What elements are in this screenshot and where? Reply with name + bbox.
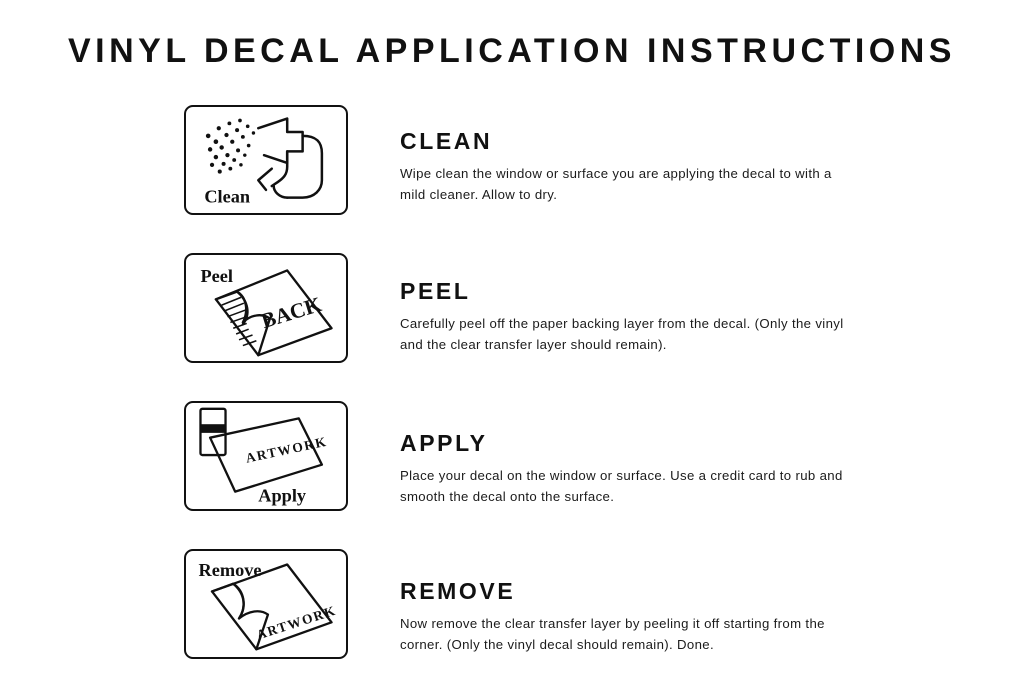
- step-text-clean: [400, 129, 870, 205]
- remove-transfer-layer-icon: [184, 549, 348, 659]
- step-text-apply: [400, 431, 870, 507]
- step-text-remove: [400, 579, 870, 655]
- step-heading: APPLY: [400, 430, 488, 456]
- step-body: Now remove the clear transfer layer by peeling it off starting from the corner. (Only the vinyl decal should remain). Done.: [400, 616, 825, 652]
- icon-label-artwork: ARTWORK: [244, 433, 329, 466]
- step-heading: CLEAN: [400, 128, 493, 154]
- credit-card-squeegee-icon: [184, 401, 348, 511]
- peel-backing-icon: [184, 253, 348, 363]
- step-apply: [0, 401, 1024, 529]
- icon-label-artwork: ARTWORK: [254, 602, 339, 643]
- spray-bottle-icon: [184, 105, 348, 215]
- icon-label-clean: Clean: [204, 186, 251, 207]
- page-title: VINYL DECAL APPLICATION INSTRUCTIONS: [67, 32, 956, 70]
- step-text-peel: [400, 279, 870, 355]
- step-heading: REMOVE: [400, 578, 516, 604]
- step-clean: [0, 105, 1024, 233]
- step-heading: PEEL: [400, 278, 471, 304]
- icon-label-back: BACK: [258, 292, 325, 334]
- icon-label-apply: Apply: [258, 485, 307, 506]
- step-peel: [0, 253, 1024, 381]
- step-remove: [0, 549, 1024, 677]
- steps-list: [0, 105, 1024, 697]
- step-body: Place your decal on the window or surface. Use a credit card to rub and smooth the decal onto the surface.: [400, 468, 843, 504]
- icon-label-peel: Peel: [200, 265, 233, 286]
- icon-label-remove: Remove: [198, 560, 262, 581]
- step-body: Carefully peel off the paper backing layer from the decal. (Only the vinyl and the clear transfer layer should remain).: [400, 316, 844, 352]
- step-body: Wipe clean the window or surface you are applying the decal to with a mild cleaner. Allow to dry.: [400, 166, 832, 202]
